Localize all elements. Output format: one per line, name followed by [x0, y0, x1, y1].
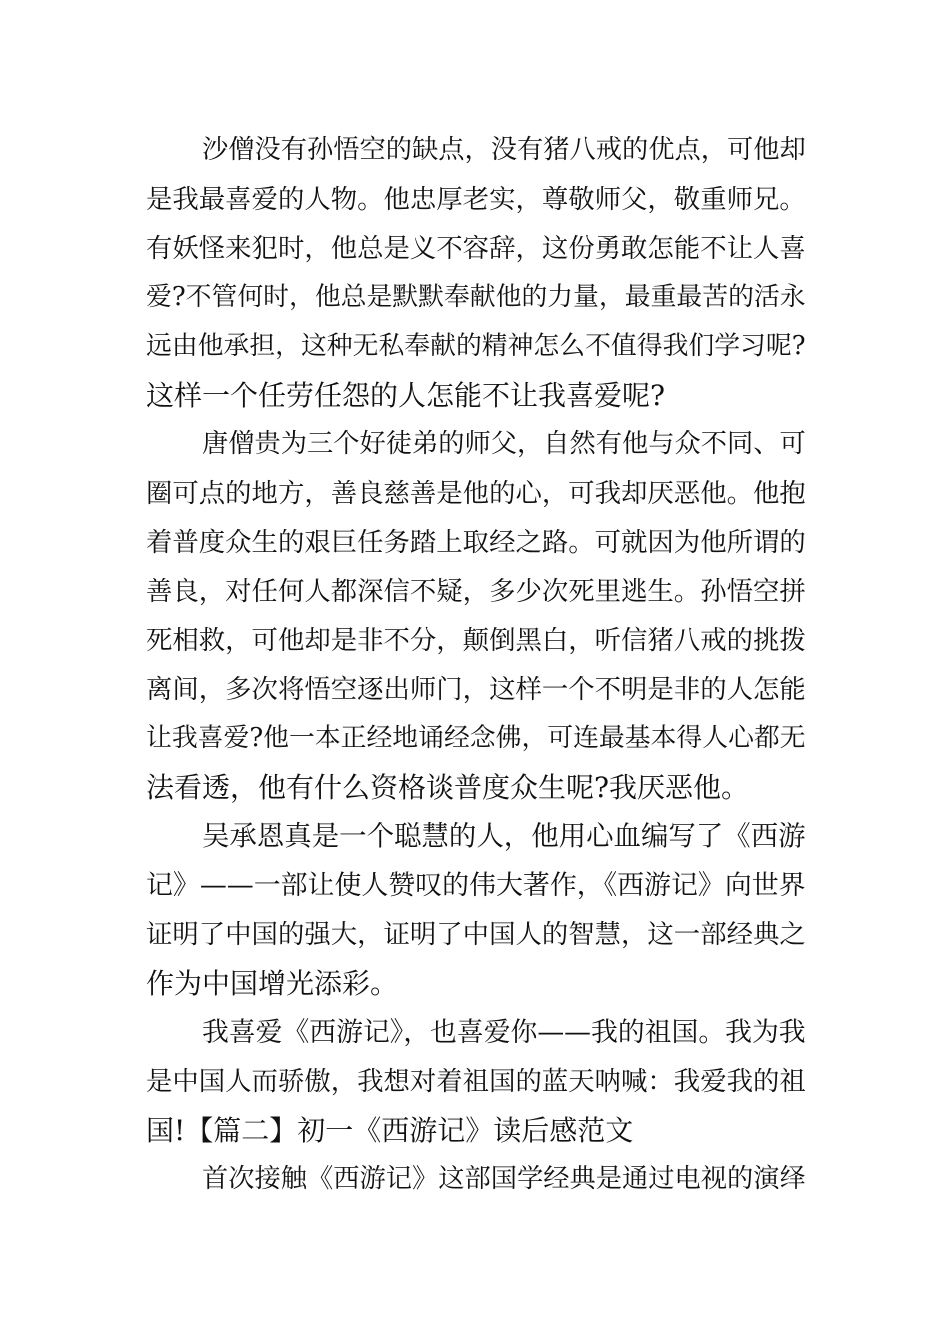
text-line: 善良，对任何人都深信不疑，多少次死里逃生。孙悟空拼: [146, 576, 806, 607]
text-line: 有妖怪来犯时，他总是义不容辞，这份勇敢怎能不让人喜: [146, 233, 806, 264]
paragraph-first-contact: [146, 1155, 806, 1204]
text-line: 国!【篇二】初一《西游记》读后感范文: [146, 1114, 634, 1147]
text-line: 着普度众生的艰巨任务踏上取经之路。可就因为他所谓的: [146, 527, 806, 558]
paragraph-wu-cheng-en: [146, 812, 806, 1008]
text-line: 这样一个任劳任怨的人怎能不让我喜爱呢?: [146, 379, 666, 412]
text-line: 法看透，他有什么资格谈普度众生呢?我厌恶他。: [146, 771, 750, 804]
text-line: 是我最喜爱的人物。他忠厚老实，尊敬师父，敬重师兄。: [146, 184, 806, 215]
text-line: 让我喜爱?他一本正经地诵经念佛，可连最基本得人心都无: [146, 723, 806, 753]
text-line: 爱?不管何时，他总是默默奉献他的力量，最重最苦的活永: [146, 282, 806, 312]
text-line: 远由他承担，这种无私奉献的精神怎么不值得我们学习呢?: [146, 331, 806, 361]
text-line: 沙僧没有孙悟空的缺点，没有猪八戒的优点，可他却: [202, 135, 806, 165]
text-line: 离间，多次将悟空逐出师门，这样一个不明是非的人怎能: [146, 674, 806, 705]
text-line: 首次接触《西游记》这部国学经典是通过电视的演绎: [202, 1164, 806, 1194]
text-line: 圈可点的地方，善良慈善是他的心，可我却厌恶他。他抱: [146, 478, 806, 509]
paragraph-motherland: [146, 1008, 806, 1155]
text-line: 我喜爱《西游记》，也喜爱你——我的祖国。我为我: [202, 1017, 806, 1048]
text-line: 是中国人而骄傲，我想对着祖国的蓝天呐喊：我爱我的祖: [146, 1066, 806, 1097]
text-line: 记》——一部让使人赞叹的伟大著作，《西游记》向世界: [146, 870, 806, 901]
document-body: [146, 126, 806, 1204]
paragraph-sha-seng: [146, 126, 806, 420]
text-line: 吴承恩真是一个聪慧的人，他用心血编写了《西游: [202, 821, 806, 852]
text-line: 证明了中国的强大，证明了中国人的智慧，这一部经典之: [146, 919, 806, 950]
paragraph-tang-seng: [146, 420, 806, 812]
text-line: 唐僧贵为三个好徒弟的师父，自然有他与众不同、可: [202, 429, 806, 459]
text-line: 死相救，可他却是非不分，颠倒黑白，听信猪八戒的挑拨: [146, 625, 806, 656]
text-line: 作为中国增光添彩。: [146, 967, 399, 1000]
